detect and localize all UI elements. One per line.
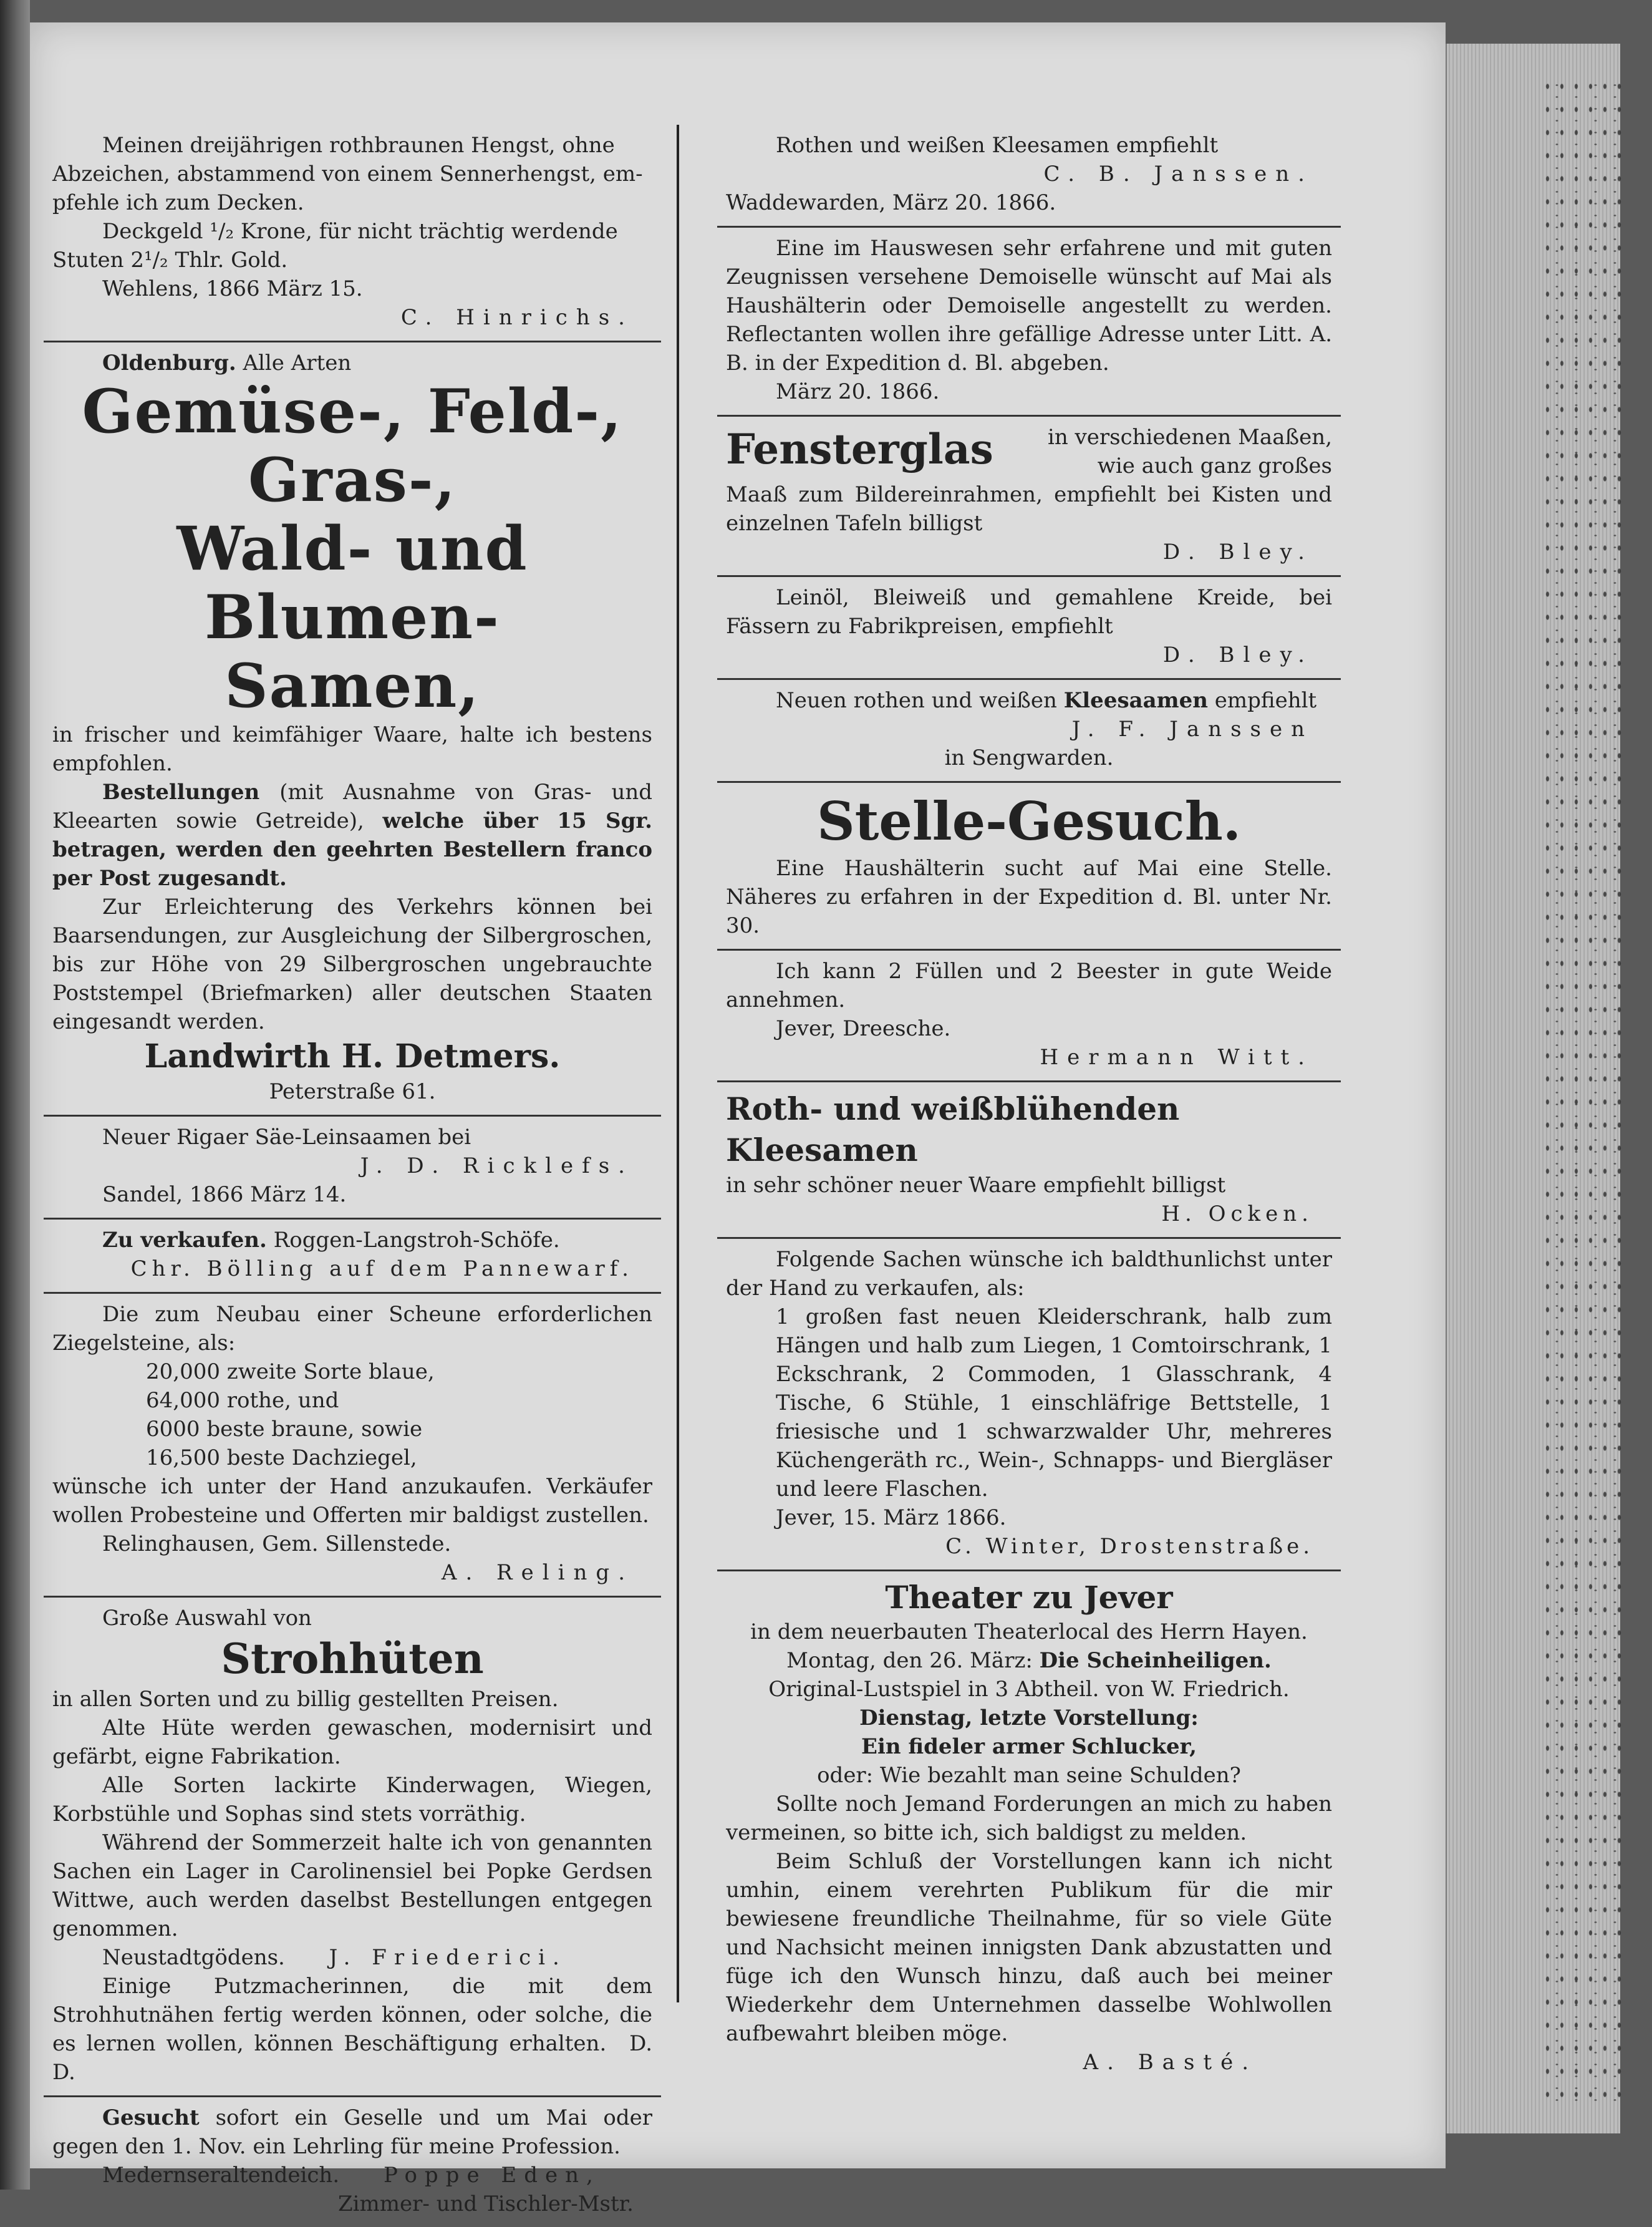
ad-samen: [44, 342, 661, 1117]
ad-body: empfiehlt: [1214, 688, 1317, 713]
ad-body-bold: Kleesaamen: [1063, 688, 1208, 713]
ad-signature: Poppe Eden,: [383, 2163, 601, 2188]
column-divider: [677, 125, 679, 2002]
ad-body-bold: Dienstag, letzte Vorstellung:: [859, 1705, 1199, 1730]
ad-intro: Große Auswahl von: [102, 1606, 312, 1631]
ad-body: Zur Erleichterung des Verkehrs können bei Baarsendungen, zur Ausgleichung der Silbergroschen, bis zur Höhe von 29 Silbergroschen ungebrauchte Poststempel (Briefmarken) aller deutschen Staaten eingesandt werden.: [52, 895, 652, 1034]
ad-line: Stuten 2¹/₂ Thlr. Gold.: [52, 248, 288, 273]
ad-place: Oldenburg.: [102, 351, 236, 376]
ad-list: [52, 1357, 652, 1472]
ad-signature: Chr. Bölling auf dem Pannewarf.: [130, 1256, 634, 1281]
ad-title: Roth- und weißblühenden Kleesamen: [726, 1090, 1180, 1168]
ad-date: Waddewarden, März 20. 1866.: [726, 190, 1056, 215]
list-item: 20,000 zweite Sorte blaue,: [146, 1359, 435, 1384]
ad-signature: D. Bley.: [1162, 540, 1313, 565]
ad-body: oder: Wie bezahlt man seine Schulden?: [817, 1763, 1241, 1788]
ad-signature: Hermann Witt.: [1040, 1045, 1313, 1070]
ad-title: Theater zu Jever: [885, 1579, 1173, 1616]
right-column: [717, 125, 1341, 2085]
list-item: 16,500 beste Dachziegel,: [146, 1445, 417, 1470]
ad-signature: C. B. Janssen.: [1043, 162, 1313, 187]
list-item: 64,000 rothe, und: [146, 1388, 339, 1413]
ad-title: Samen,: [225, 651, 480, 721]
ad-date: März 20. 1866.: [776, 379, 940, 404]
ad-line: Meinen dreijährigen rothbraunen Hengst, ohne: [102, 133, 615, 158]
ad-leinoel: [717, 577, 1341, 680]
ad-title: Gemüse-, Feld-, Gras-,: [82, 376, 623, 515]
ad-place: Relinghausen, Gem. Sillenstede.: [102, 1531, 452, 1556]
page-edge-speckle: [1540, 75, 1628, 2108]
ad-body: Einige Putzmacherinnen, die mit dem Strohhutnähen fertig werden können, oder solche, die es lernen wollen, können Beschäftigung erhalten.: [52, 1974, 652, 2056]
ad-place: Medernseraltendeich.: [102, 2163, 340, 2188]
ad-body: Rothen und weißen Kleesamen empfiehlt: [776, 133, 1219, 158]
ad-body-bold: welche über 15 Sgr. betragen, werden den geehrten Bestellern franco per Post zugesandt.: [52, 808, 652, 891]
left-column: [44, 125, 661, 2227]
ad-body: Leinöl, Bleiweiß und gemahlene Kreide, bei Fässern zu Fabrikpreisen, empfiehlt: [726, 585, 1332, 639]
ad-place: Jever, Dreesche.: [776, 1016, 951, 1041]
ad-body: Neuen rothen und weißen: [776, 688, 1057, 713]
list-item: 6000 beste braune, sowie: [146, 1417, 423, 1442]
ad-body: Sollte noch Jemand Forderungen an mich zu haben vermeinen, so bitte ich, sich baldigst zu melden.: [726, 1792, 1332, 1845]
ad-body: Roggen-Langstroh-Schöfe.: [273, 1228, 560, 1253]
ad-body: in sehr schöner neuer Waare empfiehlt billigst: [726, 1173, 1226, 1198]
ad-line: pfehle ich zum Decken.: [52, 190, 304, 215]
ad-address: Peterstraße 61.: [269, 1079, 436, 1104]
ad-title: Fensterglas: [726, 425, 993, 473]
ad-leinsaamen: [44, 1117, 661, 1220]
ad-body: Eine Haushälterin sucht auf Mai eine Stelle. Näheres zu erfahren in der Expedition d. Bl. unter Nr. 30.: [726, 856, 1332, 938]
ad-demoiselle: [717, 228, 1341, 417]
book-binding-edge: [0, 0, 30, 2190]
ad-body: Alle Sorten lackirte Kinderwagen, Wiegen, Korbstühle und Sophas sind stets vorräthig.: [52, 1773, 652, 1827]
ad-stelle-gesuch: [717, 783, 1341, 951]
ad-title: Zu verkaufen.: [102, 1228, 267, 1253]
ad-body: in frischer und keimfähiger Waare, halte ich bestens empfohlen.: [52, 722, 652, 776]
ad-place: in Sengwarden.: [944, 745, 1114, 770]
ad-ziegelsteine: [44, 1294, 661, 1598]
ad-kleesaamen-sengwarden: [717, 680, 1341, 783]
ad-body: wünsche ich unter der Hand anzukaufen. Verkäufer wollen Probesteine und Offerten mir baldigst zustellen.: [52, 1474, 652, 1528]
ad-signature-short: D. D.: [52, 2031, 653, 2085]
ad-signature: C. Winter, Drostenstraße.: [945, 1534, 1313, 1559]
ad-body: Folgende Sachen wünsche ich baldthunlichst unter der Hand zu verkaufen, als:: [726, 1247, 1332, 1301]
ad-gesucht: [44, 2097, 661, 2227]
ad-signature: Landwirth H. Detmers.: [144, 1037, 561, 1075]
ad-line: Abzeichen, abstammend von einem Sennerhengst, em-: [52, 162, 643, 187]
ad-kleesamen-ocken: [717, 1082, 1341, 1239]
ad-signature: J. Friederici.: [329, 1945, 567, 1970]
ad-body-bold: Bestellungen: [102, 780, 260, 805]
ad-title: Wald- und Blumen-: [176, 513, 528, 653]
ad-hengst: [44, 125, 661, 342]
ad-date: Sandel, 1866 März 14.: [102, 1182, 347, 1207]
ad-body: Die zum Neubau einer Scheune erforderlichen Ziegelsteine, als:: [52, 1302, 652, 1356]
ad-signature: J. F. Janssen: [1071, 717, 1313, 742]
ad-title: Gesucht: [102, 2105, 200, 2130]
ad-body: Original-Lustspiel in 3 Abtheil. von W. Friedrich.: [768, 1677, 1290, 1702]
ad-place: Neustadtgödens.: [102, 1945, 285, 1970]
ad-play-title: Ein fideler armer Schlucker,: [861, 1734, 1197, 1759]
ad-title: Strohhüten: [221, 1634, 484, 1683]
ad-place-rest: Alle Arten: [243, 351, 352, 376]
ad-play-title: Die Scheinheiligen.: [1039, 1648, 1272, 1673]
ad-side-text: in verschiedenen Maaßen, wie auch ganz großes: [1047, 425, 1332, 478]
ad-body: sofort ein Geselle und um Mai oder gegen den 1. Nov. ein Lehrling für meine Profession.: [52, 2105, 653, 2159]
ad-trade: Zimmer- und Tischler-Mstr.: [338, 2191, 634, 2216]
ad-body: Beim Schluß der Vorstellungen kann ich nicht umhin, einem verehrten Publikum für die mir bewiesene freundliche Theilnahme, für so viele Güte und Nachsicht meinen innigsten Dank abzustatten und füge ich den Wunsch hinzu, daß auch bei meiner Wiederkehr dem Unternehmen dasselbe Wohlwollen aufbewahrt bleiben möge.: [726, 1849, 1332, 2046]
ad-date: Jever, 15. März 1866.: [776, 1505, 1007, 1530]
ad-body: Alte Hüte werden gewaschen, modernisirt und gefärbt, eigne Fabrikation.: [52, 1715, 652, 1769]
ad-kleesamen-janssen: [717, 125, 1341, 228]
ad-body: Eine im Hauswesen sehr erfahrene und mit guten Zeugnissen versehene Demoiselle wünscht auf Mai als Haushälterin oder Demoiselle angestellt zu werden. Reflectanten wollen ihre gefällige Adresse unter Litt. A. B. in der Expedition d. Bl. abgeben.: [726, 236, 1332, 376]
ad-body: Neuer Rigaer Säe-Leinsaamen bei: [102, 1125, 471, 1150]
ad-strohhuete: [44, 1598, 661, 2097]
ad-body: in allen Sorten und zu billig gestellten Preisen.: [52, 1687, 559, 1712]
ad-weide: [717, 951, 1341, 1082]
ad-body: Während der Sommerzeit halte ich von genannten Sachen ein Lager in Carolinensiel bei Popke Gerdsen Wittwe, auch werden daselbst Bestellungen entgegen genommen.: [52, 1830, 652, 1941]
ad-zu-verkaufen: [44, 1220, 661, 1294]
ad-signature: J. D. Ricklefs.: [360, 1153, 634, 1178]
ad-moebel: [717, 1239, 1341, 1571]
ad-signature: A. Basté.: [1083, 2050, 1257, 2075]
ad-body: Maaß zum Bildereinrahmen, empfiehlt bei Kisten und einzelnen Tafeln billigst: [726, 482, 1332, 536]
ad-title: Stelle-Gesuch.: [816, 790, 1242, 852]
ad-signature: D. Bley.: [1162, 643, 1313, 667]
ad-body: (mit Ausnahme von Gras- und Kleearten sowie Getreide),: [52, 780, 653, 833]
ad-body: in dem neuerbauten Theaterlocal des Herrn Hayen.: [750, 1619, 1308, 1644]
ad-signature: H. Ocken.: [1161, 1201, 1313, 1226]
ad-date: Wehlens, 1866 März 15.: [102, 276, 363, 301]
ad-signature: C. Hinrichs.: [400, 305, 634, 330]
ad-signature: A. Reling.: [441, 1560, 634, 1585]
ad-fensterglas: [717, 417, 1341, 577]
ad-line: Deckgeld ¹/₂ Krone, für nicht trächtig werdende: [102, 219, 618, 244]
ad-items: 1 großen fast neuen Kleiderschrank, halb zum Hängen und halb zum Liegen, 1 Comtoirschrank, 1 Eckschrank, 2 Commoden, 1 Glasschrank, 4 Tische, 6 Stühle, 1 einschläfrige Bettstelle, 1 friesische und 1 schwarzwalder Uhr, mehreres Küchengeräth rc., Wein-, Schnapps- und Biergläser und leere Flaschen.: [776, 1304, 1332, 1502]
ad-theater: [717, 1571, 1341, 2085]
ad-body: Montag, den 26. März:: [786, 1648, 1033, 1673]
ad-body: Ich kann 2 Füllen und 2 Beester in gute Weide annehmen.: [726, 959, 1332, 1012]
